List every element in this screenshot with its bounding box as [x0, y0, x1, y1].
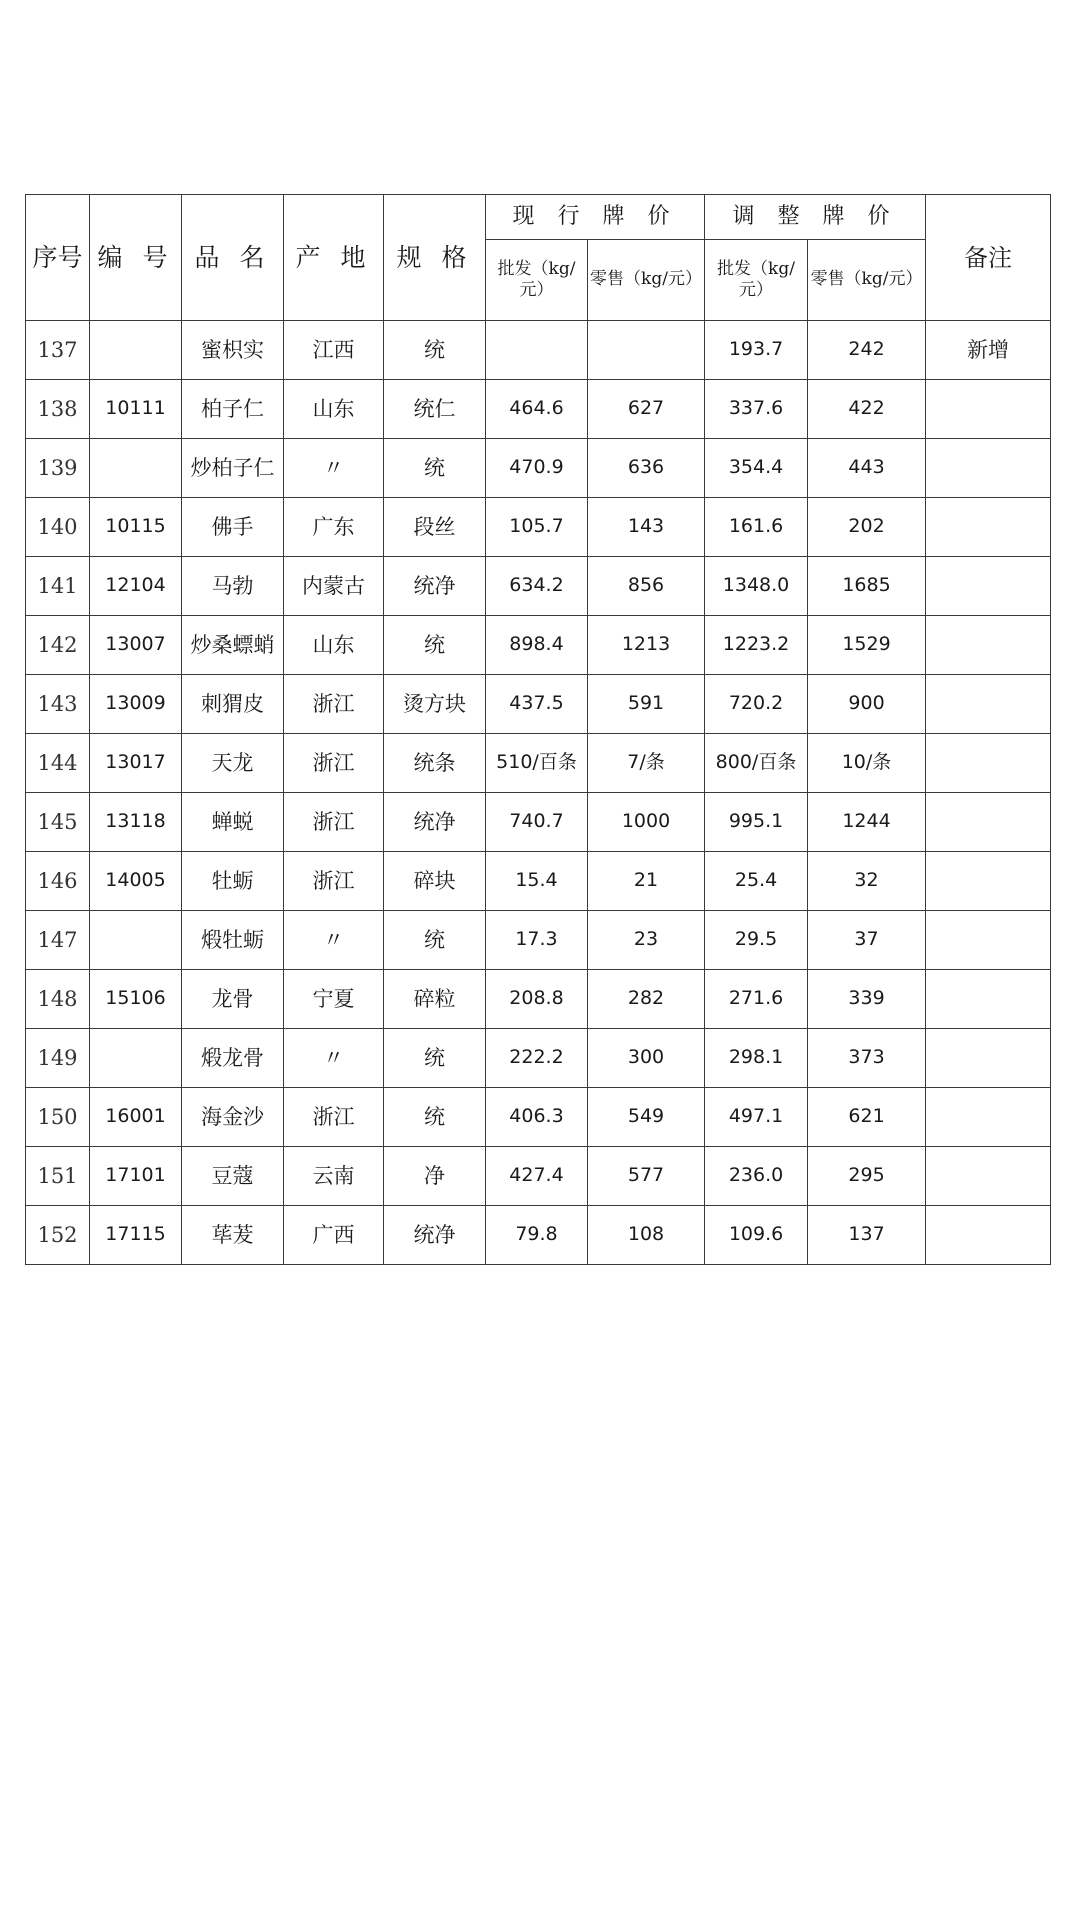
cell-adjusted-wholesale: 161.6	[705, 498, 808, 557]
cell-spec: 统条	[384, 734, 486, 793]
table-row	[26, 557, 1051, 616]
cell-name: 豆蔻	[182, 1147, 284, 1206]
cell-seq: 147	[26, 911, 90, 970]
cell-current-wholesale: 15.4	[486, 852, 588, 911]
cell-adjusted-wholesale: 1348.0	[705, 557, 808, 616]
cell-seq: 144	[26, 734, 90, 793]
cell-code: 14005	[90, 852, 182, 911]
cell-spec: 段丝	[384, 498, 486, 557]
cell-adjusted-wholesale: 271.6	[705, 970, 808, 1029]
cell-adjusted-retail: 621	[808, 1088, 926, 1147]
cell-name: 荜茇	[182, 1206, 284, 1265]
cell-adjusted-wholesale: 298.1	[705, 1029, 808, 1088]
cell-origin: 浙江	[284, 793, 384, 852]
cell-spec: 统仁	[384, 380, 486, 439]
table-row	[26, 616, 1051, 675]
cell-current-retail: 23	[588, 911, 705, 970]
table-row	[26, 1206, 1051, 1265]
cell-current-wholesale: 79.8	[486, 1206, 588, 1265]
cell-spec: 统净	[384, 1206, 486, 1265]
cell-name: 牡蛎	[182, 852, 284, 911]
cell-spec: 统	[384, 1029, 486, 1088]
cell-current-retail: 591	[588, 675, 705, 734]
cell-origin: 〃	[284, 911, 384, 970]
cell-spec: 烫方块	[384, 675, 486, 734]
cell-current-retail: 636	[588, 439, 705, 498]
cell-adjusted-retail: 443	[808, 439, 926, 498]
cell-origin: 浙江	[284, 1088, 384, 1147]
cell-spec: 净	[384, 1147, 486, 1206]
header-adjusted-price: 调 整 牌 价	[705, 195, 926, 240]
cell-spec: 统	[384, 1088, 486, 1147]
cell-adjusted-retail: 1529	[808, 616, 926, 675]
cell-spec: 碎粒	[384, 970, 486, 1029]
header-current-wholesale: 批发（kg/元）	[486, 240, 588, 321]
cell-origin: 云南	[284, 1147, 384, 1206]
cell-seq: 143	[26, 675, 90, 734]
cell-current-retail: 1213	[588, 616, 705, 675]
cell-origin: 〃	[284, 439, 384, 498]
cell-code: 13007	[90, 616, 182, 675]
cell-current-wholesale	[486, 321, 588, 380]
cell-code: 10111	[90, 380, 182, 439]
table-row	[26, 793, 1051, 852]
cell-current-wholesale: 406.3	[486, 1088, 588, 1147]
cell-adjusted-wholesale: 29.5	[705, 911, 808, 970]
cell-name: 佛手	[182, 498, 284, 557]
cell-seq: 141	[26, 557, 90, 616]
cell-name: 天龙	[182, 734, 284, 793]
cell-seq: 139	[26, 439, 90, 498]
cell-name: 炒柏子仁	[182, 439, 284, 498]
cell-code: 13017	[90, 734, 182, 793]
cell-seq: 149	[26, 1029, 90, 1088]
cell-seq: 138	[26, 380, 90, 439]
table-row	[26, 498, 1051, 557]
cell-adjusted-retail: 422	[808, 380, 926, 439]
cell-current-retail: 7/条	[588, 734, 705, 793]
cell-adjusted-retail: 900	[808, 675, 926, 734]
cell-name: 炒桑螵蛸	[182, 616, 284, 675]
cell-note	[926, 498, 1051, 557]
cell-current-wholesale: 634.2	[486, 557, 588, 616]
cell-code: 10115	[90, 498, 182, 557]
cell-adjusted-wholesale: 25.4	[705, 852, 808, 911]
cell-adjusted-wholesale: 800/百条	[705, 734, 808, 793]
cell-note	[926, 380, 1051, 439]
cell-spec: 碎块	[384, 852, 486, 911]
cell-current-wholesale: 427.4	[486, 1147, 588, 1206]
table-row	[26, 380, 1051, 439]
cell-note	[926, 852, 1051, 911]
header-name: 品 名	[182, 195, 284, 321]
table-row	[26, 911, 1051, 970]
cell-adjusted-wholesale: 497.1	[705, 1088, 808, 1147]
cell-current-wholesale: 222.2	[486, 1029, 588, 1088]
cell-name: 刺猬皮	[182, 675, 284, 734]
header-note: 备注	[926, 195, 1051, 321]
cell-spec: 统	[384, 439, 486, 498]
cell-origin: 内蒙古	[284, 557, 384, 616]
cell-adjusted-wholesale: 995.1	[705, 793, 808, 852]
cell-current-wholesale: 208.8	[486, 970, 588, 1029]
cell-adjusted-retail: 10/条	[808, 734, 926, 793]
cell-current-wholesale: 510/百条	[486, 734, 588, 793]
cell-adjusted-wholesale: 1223.2	[705, 616, 808, 675]
cell-name: 龙骨	[182, 970, 284, 1029]
cell-name: 海金沙	[182, 1088, 284, 1147]
cell-adjusted-retail: 137	[808, 1206, 926, 1265]
cell-current-wholesale: 464.6	[486, 380, 588, 439]
cell-name: 蜜枳实	[182, 321, 284, 380]
cell-seq: 151	[26, 1147, 90, 1206]
cell-origin: 浙江	[284, 852, 384, 911]
price-table	[25, 194, 1051, 1265]
table-row	[26, 734, 1051, 793]
table-row	[26, 1088, 1051, 1147]
cell-adjusted-wholesale: 109.6	[705, 1206, 808, 1265]
table-row	[26, 675, 1051, 734]
cell-origin: 山东	[284, 616, 384, 675]
cell-note	[926, 616, 1051, 675]
cell-seq: 146	[26, 852, 90, 911]
cell-note	[926, 1206, 1051, 1265]
table-row	[26, 321, 1051, 380]
cell-current-wholesale: 437.5	[486, 675, 588, 734]
cell-code: 13118	[90, 793, 182, 852]
cell-current-retail: 856	[588, 557, 705, 616]
cell-note	[926, 970, 1051, 1029]
cell-current-wholesale: 470.9	[486, 439, 588, 498]
cell-note	[926, 1147, 1051, 1206]
cell-spec: 统	[384, 321, 486, 380]
cell-current-retail: 282	[588, 970, 705, 1029]
cell-current-retail: 143	[588, 498, 705, 557]
cell-adjusted-retail: 202	[808, 498, 926, 557]
cell-adjusted-retail: 1685	[808, 557, 926, 616]
cell-current-wholesale: 740.7	[486, 793, 588, 852]
cell-code	[90, 321, 182, 380]
cell-adjusted-retail: 373	[808, 1029, 926, 1088]
header-origin: 产 地	[284, 195, 384, 321]
cell-adjusted-retail: 37	[808, 911, 926, 970]
table-header	[26, 195, 1051, 321]
cell-current-retail: 108	[588, 1206, 705, 1265]
cell-current-retail: 21	[588, 852, 705, 911]
cell-code: 12104	[90, 557, 182, 616]
cell-name: 煅牡蛎	[182, 911, 284, 970]
cell-adjusted-wholesale: 720.2	[705, 675, 808, 734]
cell-current-wholesale: 105.7	[486, 498, 588, 557]
cell-note	[926, 911, 1051, 970]
cell-code: 16001	[90, 1088, 182, 1147]
cell-note	[926, 439, 1051, 498]
table-row	[26, 439, 1051, 498]
cell-name: 柏子仁	[182, 380, 284, 439]
cell-note	[926, 1088, 1051, 1147]
header-seq: 序号	[26, 195, 90, 321]
cell-name: 煅龙骨	[182, 1029, 284, 1088]
cell-note	[926, 675, 1051, 734]
cell-origin: 山东	[284, 380, 384, 439]
cell-code: 17115	[90, 1206, 182, 1265]
cell-origin: 浙江	[284, 675, 384, 734]
cell-origin: 广东	[284, 498, 384, 557]
cell-current-wholesale: 17.3	[486, 911, 588, 970]
cell-adjusted-retail: 295	[808, 1147, 926, 1206]
table-row	[26, 970, 1051, 1029]
cell-spec: 统	[384, 911, 486, 970]
cell-origin: 广西	[284, 1206, 384, 1265]
cell-note	[926, 557, 1051, 616]
cell-adjusted-retail: 339	[808, 970, 926, 1029]
cell-adjusted-retail: 242	[808, 321, 926, 380]
cell-code	[90, 439, 182, 498]
cell-code	[90, 1029, 182, 1088]
cell-spec: 统净	[384, 793, 486, 852]
cell-name: 蝉蜕	[182, 793, 284, 852]
cell-origin: 〃	[284, 1029, 384, 1088]
table-row	[26, 852, 1051, 911]
cell-seq: 142	[26, 616, 90, 675]
cell-current-retail: 1000	[588, 793, 705, 852]
cell-adjusted-wholesale: 193.7	[705, 321, 808, 380]
cell-code: 13009	[90, 675, 182, 734]
cell-code: 15106	[90, 970, 182, 1029]
cell-current-wholesale: 898.4	[486, 616, 588, 675]
table-row	[26, 1029, 1051, 1088]
cell-seq: 145	[26, 793, 90, 852]
cell-spec: 统净	[384, 557, 486, 616]
cell-seq: 148	[26, 970, 90, 1029]
cell-note	[926, 734, 1051, 793]
cell-current-retail: 300	[588, 1029, 705, 1088]
cell-current-retail: 577	[588, 1147, 705, 1206]
header-current-price: 现 行 牌 价	[486, 195, 705, 240]
cell-adjusted-wholesale: 337.6	[705, 380, 808, 439]
header-adjusted-wholesale: 批发（kg/元）	[705, 240, 808, 321]
table-row	[26, 1147, 1051, 1206]
cell-adjusted-wholesale: 236.0	[705, 1147, 808, 1206]
cell-seq: 150	[26, 1088, 90, 1147]
cell-name: 马勃	[182, 557, 284, 616]
cell-seq: 152	[26, 1206, 90, 1265]
cell-seq: 140	[26, 498, 90, 557]
cell-current-retail: 549	[588, 1088, 705, 1147]
header-code: 编 号	[90, 195, 182, 321]
cell-origin: 宁夏	[284, 970, 384, 1029]
cell-adjusted-wholesale: 354.4	[705, 439, 808, 498]
table-body	[26, 321, 1051, 1265]
cell-note	[926, 1029, 1051, 1088]
header-current-retail: 零售（kg/元）	[588, 240, 705, 321]
cell-note: 新增	[926, 321, 1051, 380]
header-spec: 规 格	[384, 195, 486, 321]
header-adjusted-retail: 零售（kg/元）	[808, 240, 926, 321]
cell-current-retail	[588, 321, 705, 380]
cell-adjusted-retail: 32	[808, 852, 926, 911]
cell-origin: 江西	[284, 321, 384, 380]
cell-seq: 137	[26, 321, 90, 380]
cell-note	[926, 793, 1051, 852]
cell-origin: 浙江	[284, 734, 384, 793]
cell-code	[90, 911, 182, 970]
cell-code: 17101	[90, 1147, 182, 1206]
cell-spec: 统	[384, 616, 486, 675]
cell-current-retail: 627	[588, 380, 705, 439]
cell-adjusted-retail: 1244	[808, 793, 926, 852]
